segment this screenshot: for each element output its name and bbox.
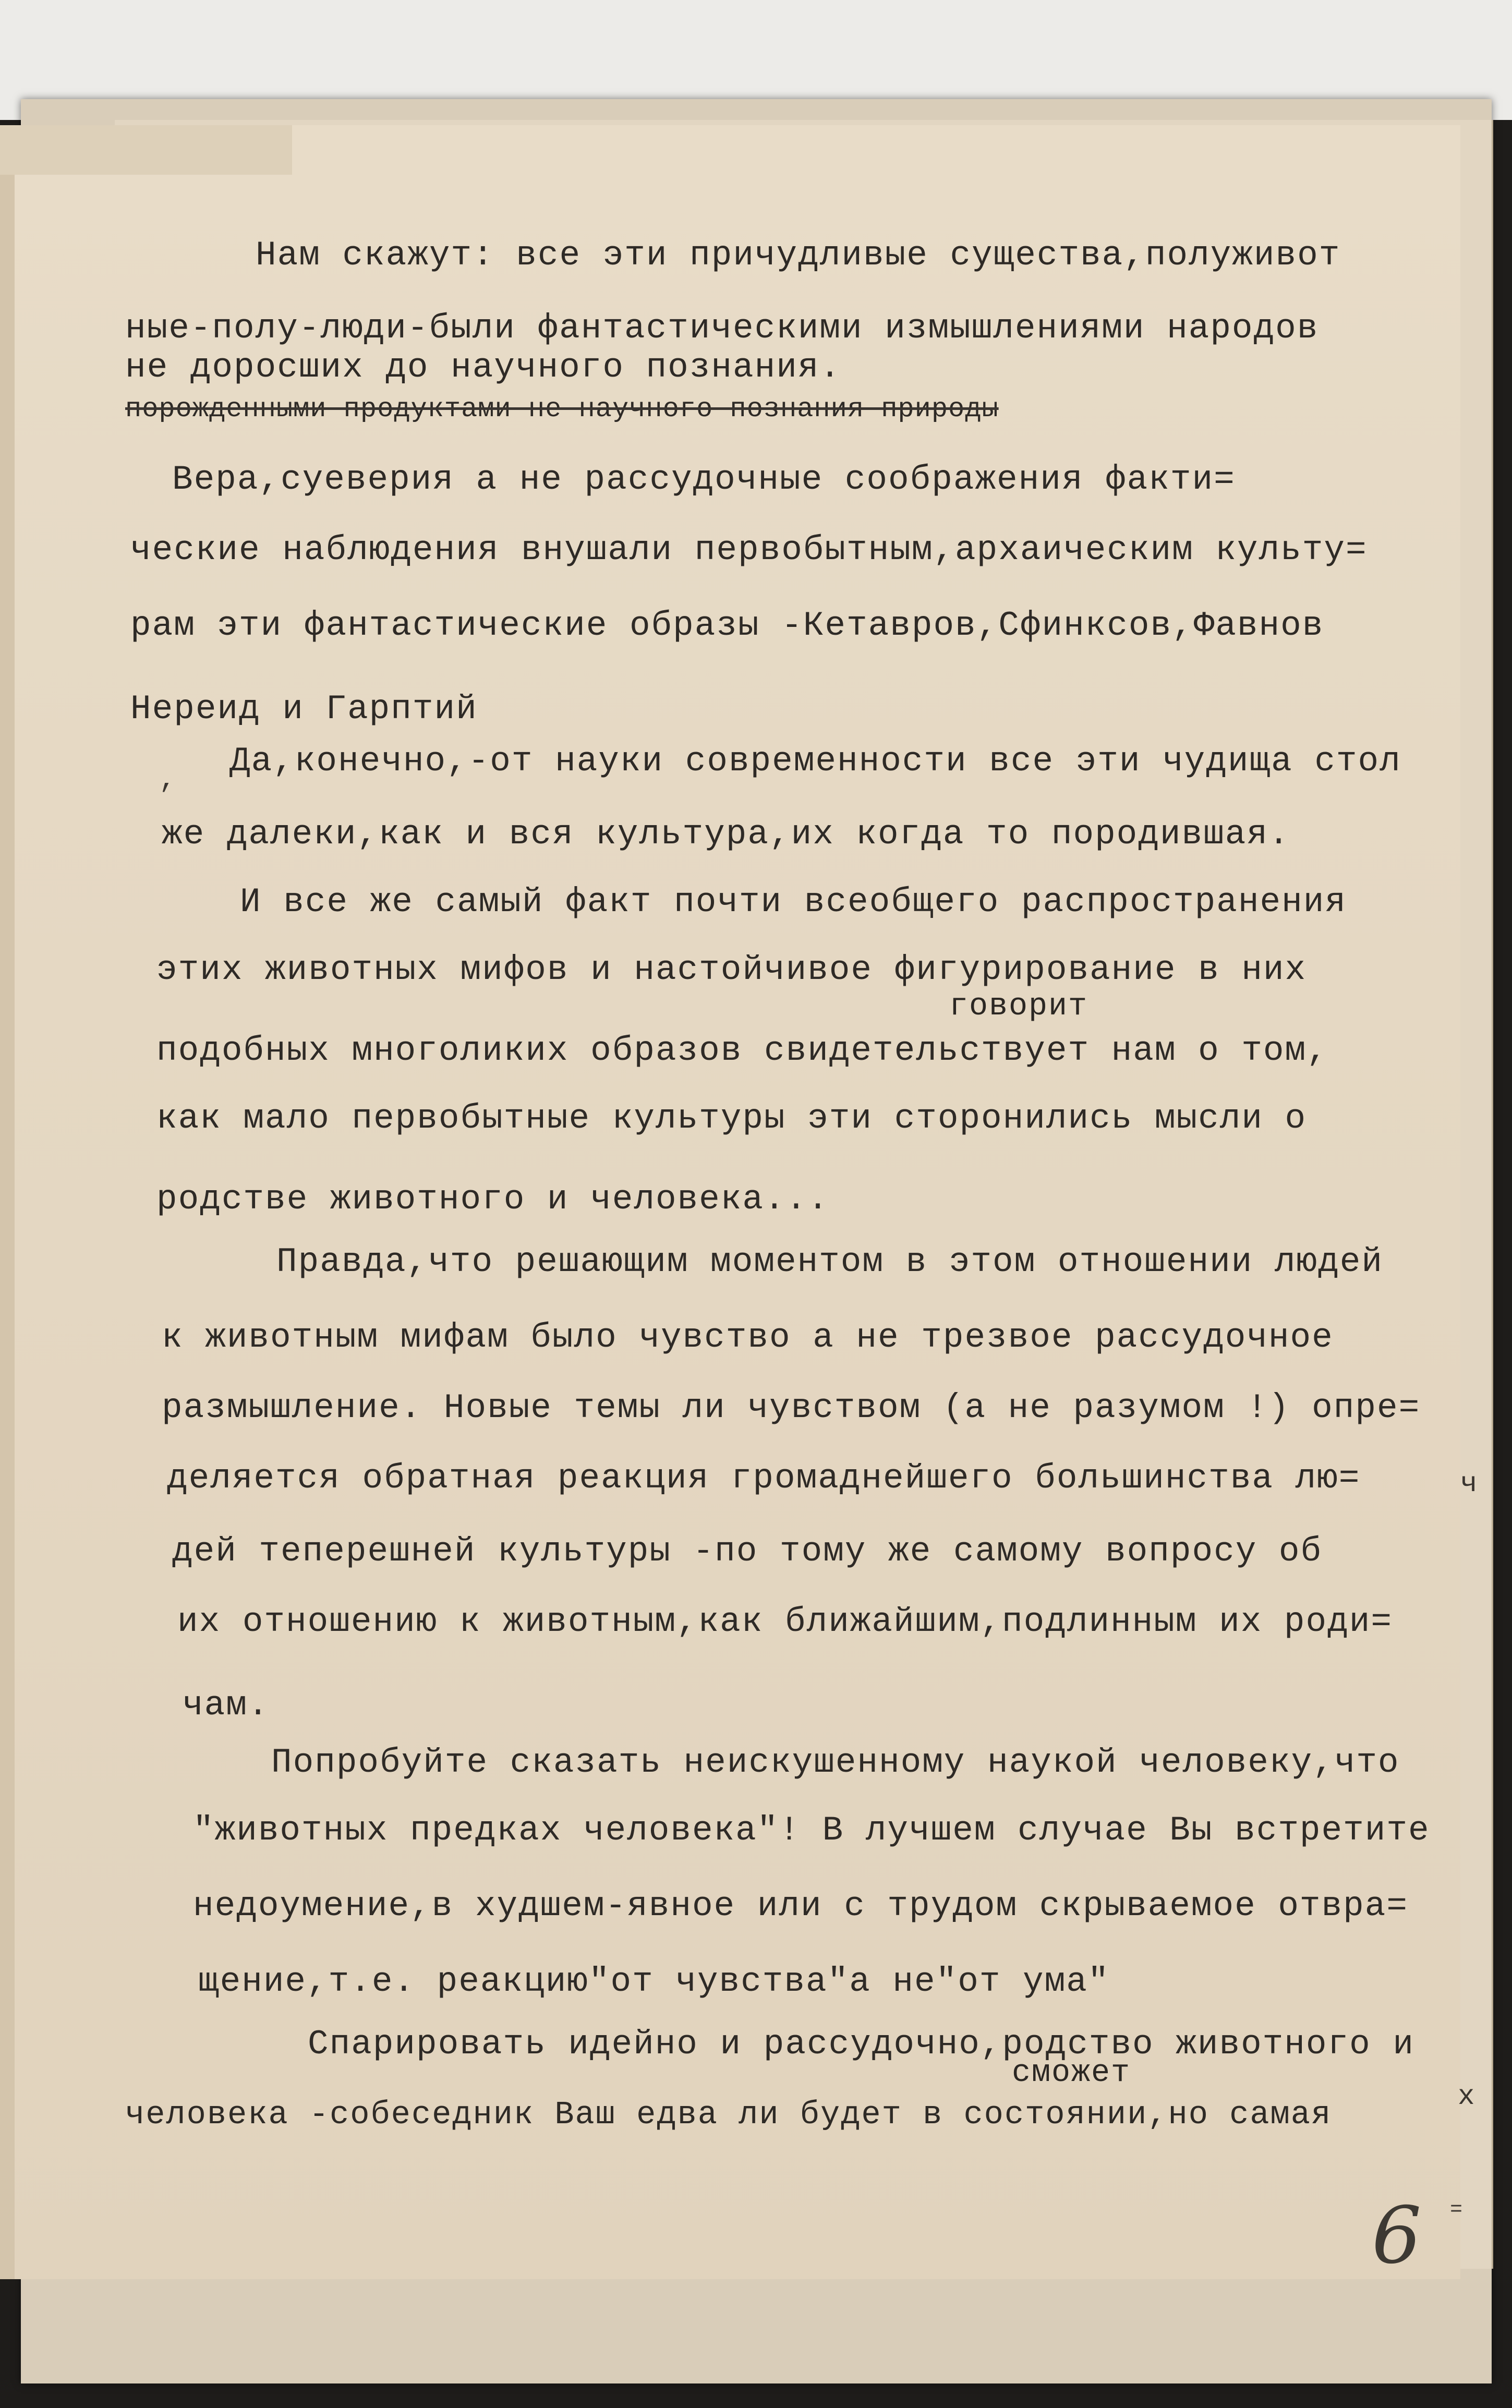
- text-line: этих животных мифов и настойчивое фигурирование в них: [156, 950, 1307, 989]
- text-line: не доросших до научного познания.: [125, 348, 842, 387]
- text-line: Правда,что решающим моментом в этом отношении людей: [276, 1242, 1383, 1281]
- handwritten-page-number: 6: [1372, 2191, 1422, 2281]
- text-line: рам эти фантастические образы -Кетавров,Сфинксов,Фавнов: [130, 606, 1324, 645]
- text-line: же далеки,как и вся культура,их когда то породившая.: [162, 815, 1290, 854]
- handwritten-insert: говорит: [949, 989, 1088, 1024]
- text-line: родстве животного и человека...: [156, 1180, 829, 1219]
- text-line: Попробуйте сказать неискушенному наукой человеку,что: [271, 1743, 1400, 1782]
- text-line: недоумение,в худшем-явное или с трудом скрываемое отвра=: [193, 1886, 1408, 1926]
- text-line: подобных многоликих образов свидетельствует нам о том,: [156, 1031, 1328, 1070]
- text-line: Вера,суеверия а не рассудочные соображения факти=: [172, 460, 1236, 499]
- handwritten-insert: сможет: [1012, 2055, 1131, 2091]
- text-line: Да,конечно,-от науки современности все эти чудища стол: [229, 742, 1401, 781]
- margin-mark: =: [1450, 2198, 1463, 2222]
- text-line: щение,т.е. реакцию"от чувства"а не"от ума": [198, 1962, 1110, 2001]
- text-line: ческие наблюдения внушали первобытным,архаическим культу=: [130, 530, 1368, 570]
- margin-mark: ч: [1460, 1468, 1478, 1500]
- text-line: И все же самый факт почти всеобщего распространения: [240, 882, 1347, 922]
- margin-comma: ,: [159, 764, 176, 796]
- text-line: как мало первобытные культуры эти сторонились мысли о: [156, 1099, 1307, 1138]
- margin-mark: х: [1458, 2081, 1475, 2113]
- text-line: Нам скажут: все эти причудливые существа,полуживот: [256, 236, 1341, 275]
- text-line: чам.: [183, 1686, 270, 1725]
- text-line: к животным мифам было чувство а не трезвое рассудочное: [162, 1318, 1334, 1357]
- text-line: дей теперешней культуры -по тому же самому вопросу об: [172, 1532, 1323, 1571]
- text-line: Нереид и Гарптий: [130, 689, 478, 729]
- text-line: ные-полу-люди-были фантастическими измышлениями народов: [125, 309, 1319, 348]
- struck-text-line: порожденными продуктами не научного познания природы: [125, 394, 999, 425]
- text-line: деляется обратная реакция громаднейшего большинства лю=: [167, 1459, 1361, 1498]
- text-line: "животных предках человека"! В лучшем случае Вы встретите: [193, 1811, 1430, 1850]
- text-line: человека -собеседник Ваш едва ли будет в состоянии,но самая: [125, 2096, 1332, 2133]
- text-line: Спарировать идейно и рассудочно,родство животного и: [308, 2025, 1414, 2064]
- text-line: размышление. Новые темы ли чувством (а не разумом !) опре=: [162, 1388, 1421, 1427]
- text-line: их отношению к животным,как ближайшим,подлинным их роди=: [177, 1602, 1393, 1641]
